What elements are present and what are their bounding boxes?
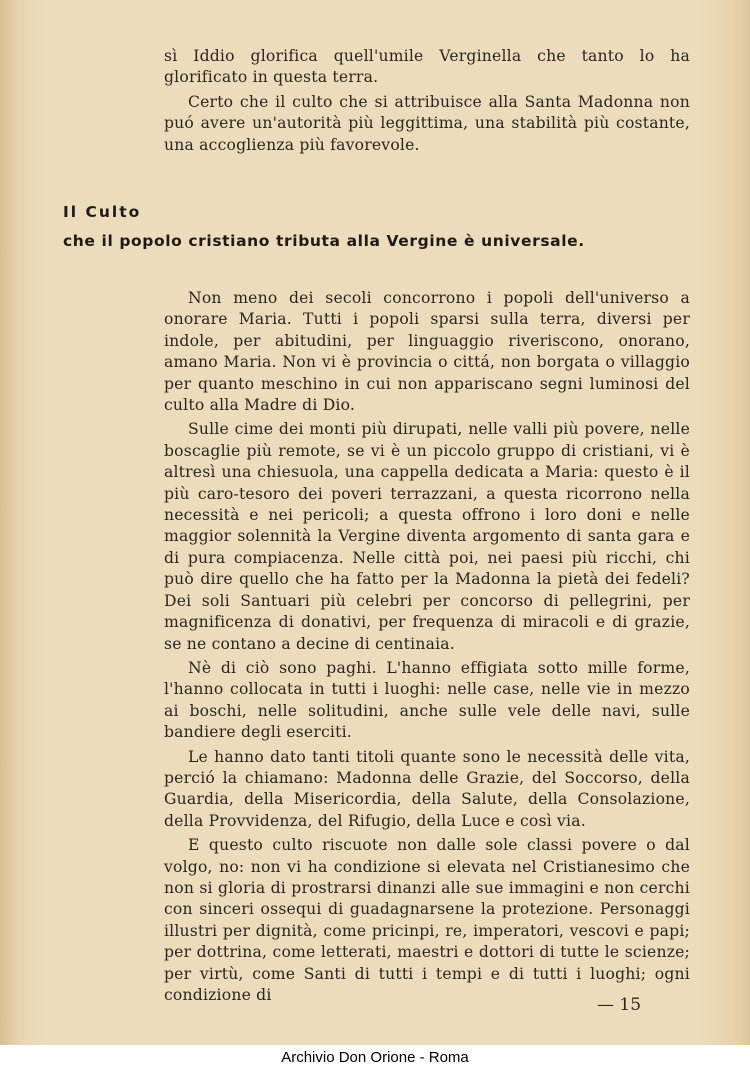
body-paragraph-3: Nè di ciò sono paghi. L'hanno effigiata sotto mille forme, l'hanno collocata in tutti i luoghi: nelle case, nelle vie in mezzo ai boschi, nelle solitudini, anche sulle vele delle navi, sulle bandiere degli eserciti. [164, 658, 690, 742]
page-number: — 15 [597, 995, 642, 1015]
section-heading-line-1: Il Culto [63, 203, 142, 221]
body-paragraph-5: E questo culto riscuote non dalle sole classi povere o dal volgo, no: non vi ha condizione si elevata nel Cristianesimo che non si gloria di prostrarsi dinanzi alle sue immagini e non cerchi con sinceri ossequi di guadagnarsene la protezione. Personaggi illustri per dignità, come pricinpi, re, imperatori, vescovi e papi; per dottrina, come letterati, maestri e dottori di tutte le scienze; per virtù, come Santi di tutti i tempi e di tutti i luoghi; ogni condizione di [164, 836, 690, 1004]
body-paragraph-4: Le hanno dato tanti titoli quante sono le necessità delle vita, perció la chiamano: Madonna delle Grazie, del Soccorso, della Guardia, della Misericordia, della Salute, della Consolazione, della Provvidenza, del Rifugio, della Luce e così via. [164, 747, 690, 830]
intro-text [164, 46, 690, 156]
archive-footer: Archivio Don Orione - Roma [0, 1045, 750, 1071]
body-paragraph-2: Sulle cime dei monti più dirupati, nelle valli più povere, nelle boscaglie più remote, se vi è un piccolo gruppo di cristiani, vi è altresì una chiesuola, una cappella dedicata a Maria: questo è il più caro-tesoro dei poveri terrazzani, a questa ricorrono nella necessità e nei pericoli; a questa offrono i loro doni e nelle maggior solennità la Vergine diventa argomento di santa gara e di pura compiacenza. Nelle città poi, nei paesi più ricchi, chi può dire quello che ha fatto per la Madonna la pietà dei fedeli? Dei soli Santuari più celebri per concorso di pellegrini, per magnificenza di donativi, per frequenza di miracoli e di grazie, se ne contano a decine di centinaia. [164, 420, 690, 653]
body-text [164, 288, 690, 1006]
intro-paragraph-1: sì Iddio glorifica quell'umile Verginella che tanto lo ha glorificato in questa terra. [164, 47, 690, 87]
section-heading-line-2: che il popolo cristiano tributa alla Vergine è universale. [63, 232, 585, 250]
body-paragraph-1: Non meno dei secoli concorrono i popoli dell'universo a onorare Maria. Tutti i popoli sparsi sulla terra, diversi per indole, per abitudini, per linguaggio riveriscono, onorano, amano Maria. Non vi è provincia o cittá, non borgata o villaggio per quanto meschino in cui non appariscano segni luminosi del culto alla Madre di Dio. [164, 289, 690, 415]
intro-paragraph-2: Certo che il culto che si attribuisce alla Santa Madonna non puó avere un'autorità più leggittima, una stabilità più costante, una accoglienza più favorevole. [164, 92, 690, 154]
